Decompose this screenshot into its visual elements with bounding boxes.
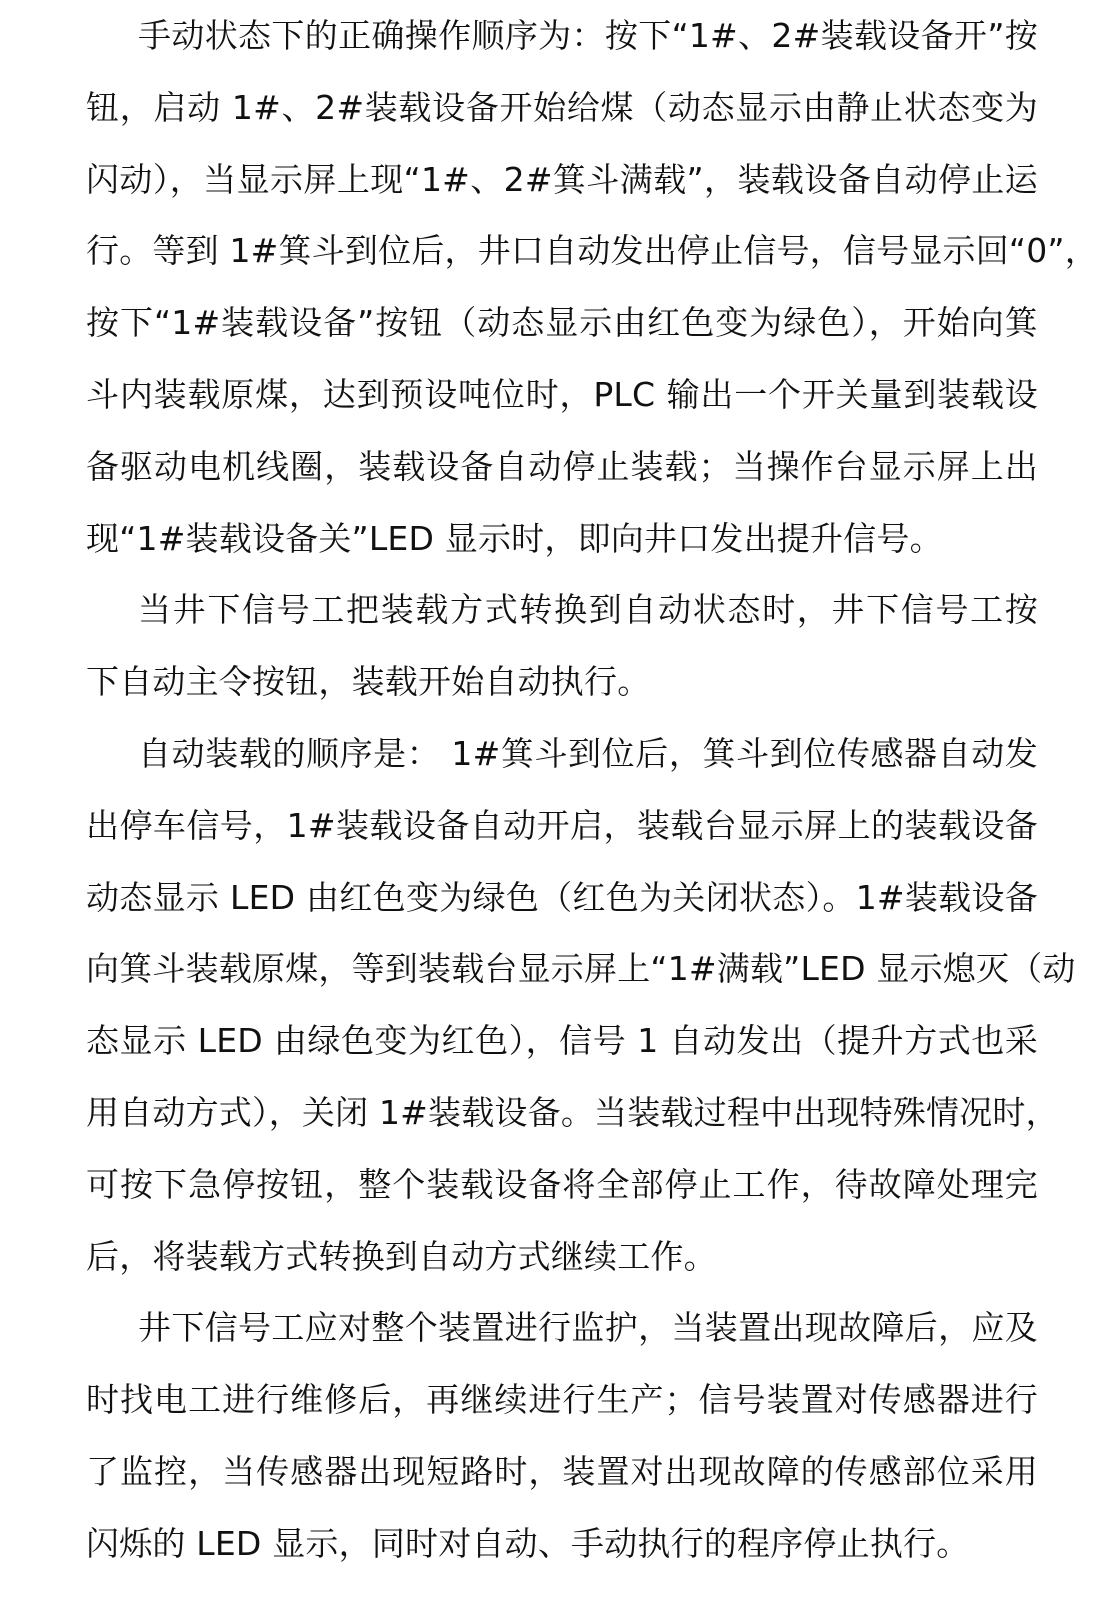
paragraph-auto-switch xyxy=(86,574,1038,718)
text-line: 手动状态下的正确操作顺序为：按下“1#、2#装载设备开”按 xyxy=(138,16,1038,55)
paragraph-manual-operation xyxy=(86,0,1098,574)
text-line: 可按下急停按钮，整个装载设备将全部停止工作，待故障处理完 xyxy=(86,1164,1038,1204)
text-line: 当井下信号工把装载方式转换到自动状态时，井下信号工按 xyxy=(138,590,1038,630)
text-line: 时找电工进行维修后，再继续进行生产；信号装置对传感器进行 xyxy=(86,1380,1038,1420)
text-line: 行。等到 1#箕斗到位后，井口自动发出停止信号，信号显示回“0”， xyxy=(86,231,1098,271)
text-line: 出停车信号，1#装载设备自动开启，装载台显示屏上的装载设备 xyxy=(86,805,1038,845)
paragraph-monitoring xyxy=(86,1292,1038,1579)
text-line: 钮，启动 1#、2#装载设备开始给煤（动态显示由静止状态变为 xyxy=(86,87,1038,127)
text-line: 备驱动电机线圈，装载设备自动停止装载；当操作台显示屏上出 xyxy=(86,446,1038,486)
text-line: 向箕斗装载原煤，等到装载台显示屏上“1#满载”LED 显示熄灭（动 xyxy=(86,949,1076,989)
text-line: 动态显示 LED 由红色变为绿色（红色为关闭状态）。1#装载设备 xyxy=(86,877,1038,917)
text-line: 用自动方式），关闭 1#装载设备。当装载过程中出现特殊情况时， xyxy=(86,1092,1059,1132)
text-line: 现“1#装载设备关”LED 显示时，即向井口发出提升信号。 xyxy=(86,518,943,558)
text-line: 后，将装载方式转换到自动方式继续工作。 xyxy=(86,1236,717,1276)
text-line: 闪动），当显示屏上现“1#、2#箕斗满载”，装载设备自动停止运 xyxy=(86,159,1038,199)
text-line: 斗内装载原煤，达到预设吨位时，PLC 输出一个开关量到装载设 xyxy=(86,374,1038,414)
text-line: 下自动主令按钮，装载开始自动执行。 xyxy=(86,662,651,702)
text-line: 了监控，当传感器出现短路时，装置对出现故障的传感部位采用 xyxy=(86,1451,1038,1491)
document-body xyxy=(86,0,1098,1580)
text-line: 闪烁的 LED 显示，同时对自动、手动执行的程序停止执行。 xyxy=(86,1523,970,1563)
paragraph-auto-sequence xyxy=(86,718,1076,1292)
text-line: 井下信号工应对整个装置进行监护，当装置出现故障后，应及 xyxy=(138,1308,1038,1348)
text-line: 按下“1#装载设备”按钮（动态显示由红色变为绿色），开始向箕 xyxy=(86,303,1038,343)
text-line: 自动装载的顺序是： 1#箕斗到位后，箕斗到位传感器自动发 xyxy=(138,733,1038,773)
text-line: 态显示 LED 由绿色变为红色），信号 1 自动发出（提升方式也采 xyxy=(86,1021,1038,1061)
